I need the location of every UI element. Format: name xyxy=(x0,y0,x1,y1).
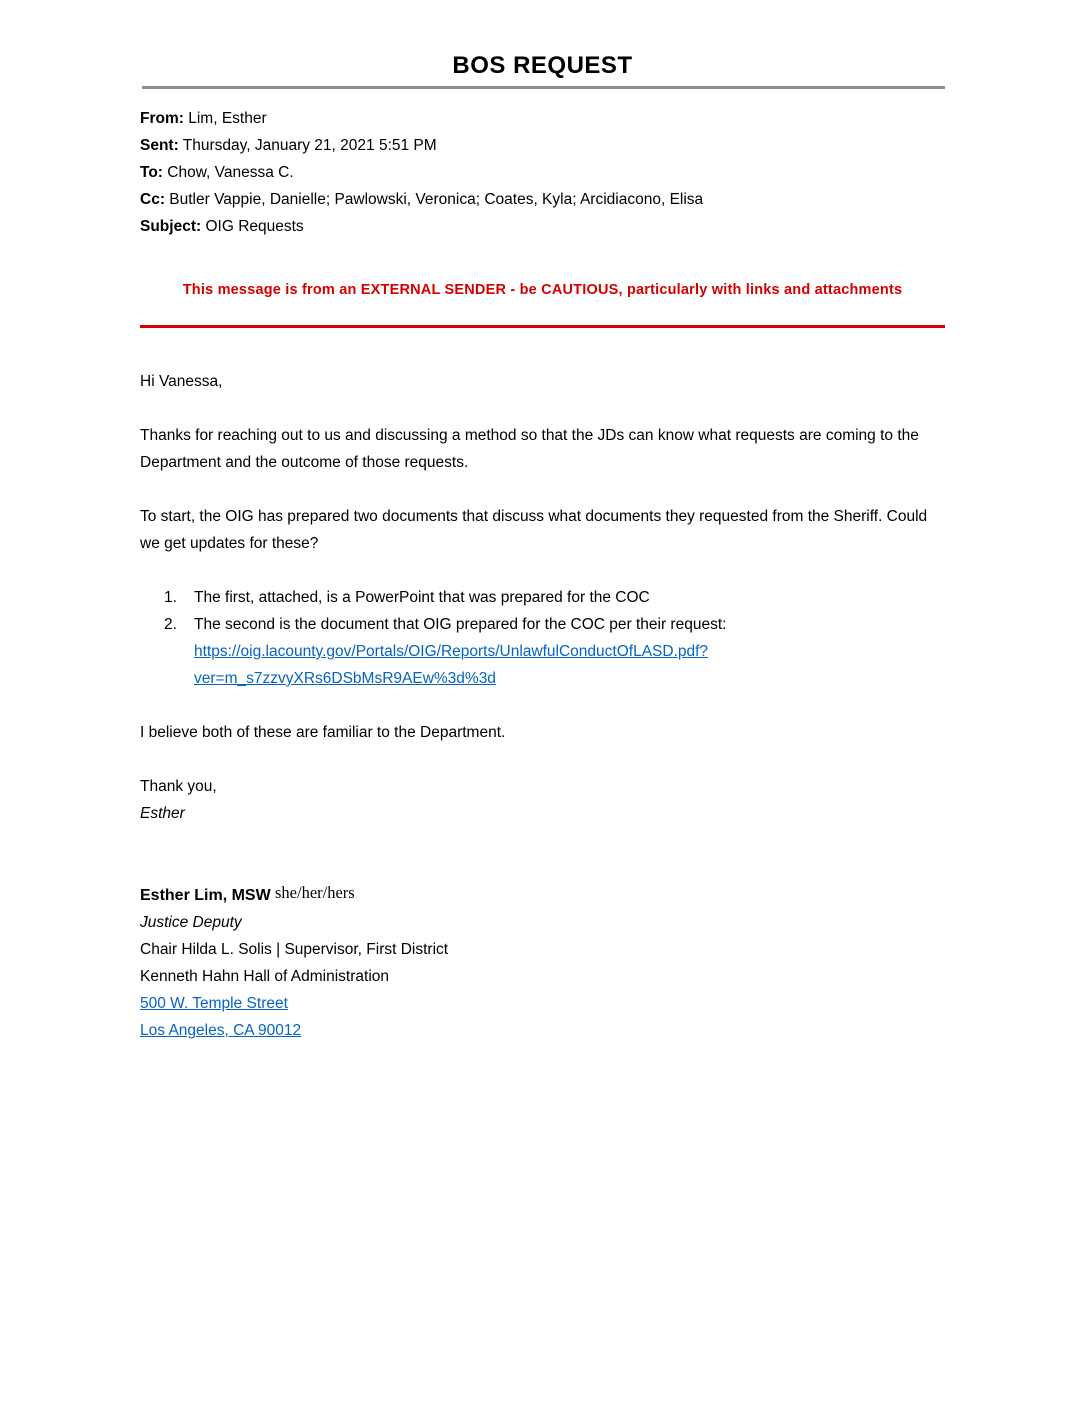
list-item-2-content xyxy=(194,611,945,692)
list-item-1-text: The first, attached, is a PowerPoint that was prepared for the COC xyxy=(194,589,650,606)
list-item-2 xyxy=(164,611,945,692)
cc-value: Butler Vappie, Danielle; Pawlowski, Veronica; Coates, Kyla; Arcidiacono, Elisa xyxy=(169,191,704,208)
city-state-zip-link[interactable]: Los Angeles, CA 90012 xyxy=(140,1022,302,1039)
numbered-list xyxy=(164,584,945,692)
signature-pronouns: she/her/hers xyxy=(275,883,355,902)
signature-name-line xyxy=(140,881,945,909)
subject-label: Subject: xyxy=(140,218,202,235)
header-subject-line xyxy=(140,213,945,240)
closing-thanks: Thank you, xyxy=(140,778,217,795)
signature-org-line2: Kenneth Hahn Hall of Administration xyxy=(140,968,390,985)
signature-block xyxy=(140,881,945,1044)
sent-value: Thursday, January 21, 2021 5:51 PM xyxy=(182,137,437,154)
external-sender-banner xyxy=(140,282,945,328)
list-item-1-number: 1. xyxy=(164,589,177,606)
sent-label: Sent: xyxy=(140,137,179,154)
oig-report-link-line2[interactable]: ver=m_s7zzvyXRs6DSbMsR9AEw%3d%3d xyxy=(194,670,496,687)
page-title: BOS REQUEST xyxy=(452,52,633,79)
header-to-line xyxy=(140,159,945,186)
external-sender-warning-text: This message is from an EXTERNAL SENDER - be CAUTIOUS, particularly with links and attachments xyxy=(182,282,903,298)
street-address-link[interactable]: 500 W. Temple Street xyxy=(140,995,288,1012)
list-item-1 xyxy=(164,584,945,611)
signature-org-line1: Chair Hilda L. Solis | Supervisor, First District xyxy=(140,941,449,958)
oig-report-link-line1[interactable]: https://oig.lacounty.gov/Portals/OIG/Reports/UnlawfulConductOfLASD.pdf? xyxy=(194,643,709,660)
paragraph-believe: I believe both of these are familiar to the Department. xyxy=(140,724,506,741)
paragraph-to-start: To start, the OIG has prepared two documents that discuss what documents they requested from the Sheriff. Could we get updates for these? xyxy=(140,508,928,552)
header-from-line xyxy=(140,105,945,132)
paragraph-thanks: Thanks for reaching out to us and discussing a method so that the JDs can know what requests are coming to the Department and the outcome of those requests. xyxy=(140,427,919,471)
list-item-2-number: 2. xyxy=(164,616,177,633)
to-label: To: xyxy=(140,164,163,181)
signature-name: Esther Lim, MSW xyxy=(140,887,271,904)
from-label: From: xyxy=(140,110,184,127)
email-header-block xyxy=(140,105,945,240)
list-item-2-text: The second is the document that OIG prepared for the COC per their request: xyxy=(194,616,727,633)
signature-job-title: Justice Deputy xyxy=(140,914,242,931)
warning-divider xyxy=(140,325,945,328)
title-divider xyxy=(142,86,945,89)
email-body xyxy=(140,368,945,1044)
header-cc-line xyxy=(140,186,945,213)
greeting: Hi Vanessa, xyxy=(140,373,223,390)
header-sent-line xyxy=(140,132,945,159)
to-value: Chow, Vanessa C. xyxy=(167,164,294,181)
cc-label: Cc: xyxy=(140,191,165,208)
closing-name: Esther xyxy=(140,805,185,822)
from-value: Lim, Esther xyxy=(188,110,267,127)
subject-value: OIG Requests xyxy=(205,218,304,235)
oig-report-link[interactable] xyxy=(194,643,708,687)
